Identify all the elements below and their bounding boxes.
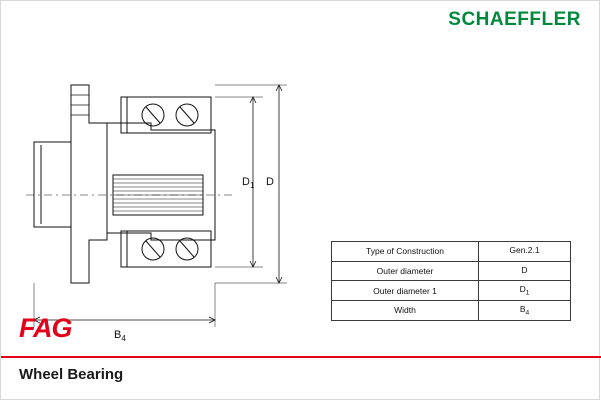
fag-logo: FAG — [19, 313, 72, 343]
spec-value: $B_4$ — [479, 301, 571, 321]
hub-body-outline — [107, 123, 215, 240]
outer-ring-right — [211, 130, 215, 240]
spec-label: Type of Construction — [332, 242, 479, 262]
table-row — [332, 301, 571, 321]
spec-value: $D_1$ — [479, 281, 571, 301]
seal-lower — [121, 231, 127, 267]
spec-value: Gen.2.1 — [479, 242, 571, 262]
footer-divider — [1, 356, 601, 358]
extension-lines — [34, 85, 287, 327]
spec-label: Outer diameter — [332, 261, 479, 281]
table-row — [332, 261, 571, 281]
dimension-label-d1: $D_1$ — [242, 176, 255, 190]
table-row — [332, 242, 571, 262]
dimension-label-d: D — [266, 176, 274, 188]
hub-left-step — [34, 142, 71, 227]
spec-value: D — [479, 261, 571, 281]
schaeffler-logo: SCHAEFFLER — [448, 9, 581, 30]
seal-upper — [121, 97, 127, 133]
dimension-label-b4: $B_4$ — [114, 329, 126, 343]
dimension-line-d — [276, 85, 282, 283]
spec-label: Width — [332, 301, 479, 321]
spec-label: Outer diameter 1 — [332, 281, 479, 301]
product-title: Wheel Bearing — [19, 366, 124, 383]
specification-table — [331, 241, 571, 321]
table-row — [332, 281, 571, 301]
